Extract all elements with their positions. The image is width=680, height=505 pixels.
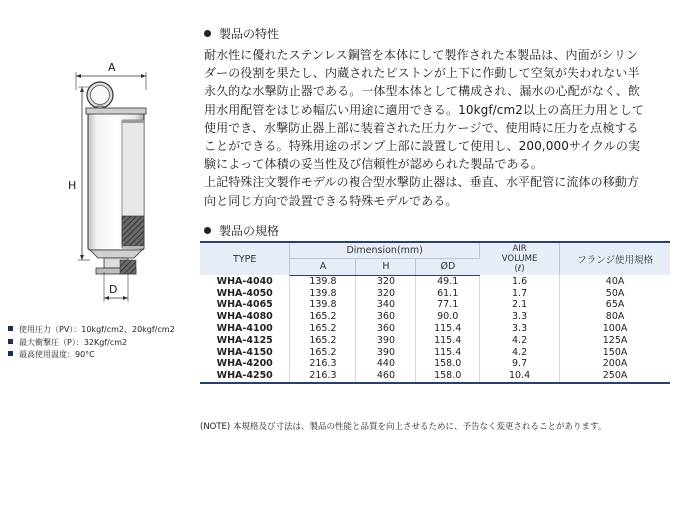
cell-h: 360 (356, 311, 416, 323)
cell-type: WHA-4100 (200, 323, 290, 335)
cell-vol: 3.3 (479, 323, 559, 335)
paragraph-line: 上記特殊注文製作モデルの複合型水撃防止器は、垂直、水平配管に流体の移動方 (204, 175, 640, 190)
cell-d: 49.1 (416, 275, 480, 287)
paragraph-line: 向と同じ方向で設置できる特殊モデルである。 (204, 193, 458, 208)
cell-vol: 4.2 (479, 334, 559, 346)
col-a-header: A (290, 258, 356, 275)
cell-vol: 4.2 (479, 346, 559, 358)
note-text: (NOTE) 本規格及び寸法は、製品の性能と品質を向上させるために、予告なく変更されることがあります。 (200, 422, 607, 432)
cell-h: 440 (356, 358, 416, 370)
cell-h: 340 (356, 299, 416, 311)
cell-h: 460 (356, 370, 416, 383)
table-row (200, 275, 670, 287)
cell-d: 90.0 (416, 311, 480, 323)
specs-heading: 製品の規格 (204, 222, 279, 239)
cell-a: 165.2 (290, 334, 356, 346)
cell-type: WHA-4200 (200, 358, 290, 370)
spec-table (200, 241, 670, 384)
table-row (200, 299, 670, 311)
table-row (200, 346, 670, 358)
paragraph-line: ことができる。特殊用途のポンプ上部に設置して使用し、200,000サイクルの実 (204, 139, 641, 154)
cell-flange: 50A (605, 287, 625, 299)
paragraph-line: 用水用配管をはじめ幅広い用途に適用できる。10kgf/cm2以上の高圧力用として (204, 102, 645, 117)
rating-item: 最大衝撃圧（P）：32Kgf/cm2 (8, 337, 175, 350)
cell-a: 165.2 (290, 323, 356, 335)
rating-item: 使用圧力（PV）：10kgf/cm2、20kgf/cm2 (8, 324, 175, 337)
cell-type: WHA-4065 (200, 299, 290, 311)
cell-a: 165.2 (290, 311, 356, 323)
col-type-header: TYPE (200, 242, 290, 275)
cell-vol: 9.7 (479, 358, 559, 370)
cell-d: 115.4 (416, 346, 480, 358)
bullet-dot-icon (204, 30, 211, 37)
cell-vol: 1.6 (479, 275, 559, 287)
cell-type: WHA-4050 (200, 287, 290, 299)
cell-type: WHA-4150 (200, 346, 290, 358)
cell-a: 216.3 (290, 370, 356, 383)
dimension-h-label: H (68, 179, 77, 192)
col-h-header: H (356, 258, 416, 275)
table-row (200, 323, 670, 335)
paragraph-line: 使用でき、水撃防止器上部に装着された圧力ケージで、使用時に圧力を点検する (204, 120, 639, 135)
cell-d: 158.0 (416, 370, 480, 383)
cell-a: 165.2 (290, 346, 356, 358)
cell-type: WHA-4040 (200, 275, 290, 287)
cell-h: 360 (356, 323, 416, 335)
cell-vol: 3.3 (479, 311, 559, 323)
dimension-a-label: A (108, 61, 116, 74)
cell-a: 139.8 (290, 299, 356, 311)
cell-d: 158.0 (416, 358, 480, 370)
cell-flange: 250A (560, 370, 670, 383)
cell-vol: 1.7 (479, 287, 559, 299)
cell-vol: 10.4 (479, 370, 559, 383)
cell-d: 115.4 (416, 323, 480, 335)
paragraph-line: 験によって体積の妥当性及び信頼性が認められた製品である。 (204, 157, 543, 172)
square-bullet-icon (8, 326, 13, 331)
square-bullet-icon (8, 339, 13, 344)
square-bullet-icon (8, 351, 13, 356)
cell-flange: 125A (602, 334, 628, 346)
table-row (200, 334, 670, 346)
cell-flange: 40A (605, 275, 625, 287)
paragraph-line: ダーの役割を果たし、内蔵されたピストンが上下に作動して空気が失われない半 (204, 66, 640, 81)
cell-flange: 100A (602, 323, 628, 335)
bullet-dot-icon (204, 227, 211, 234)
cell-flange: 80A (605, 311, 625, 323)
cell-flange: 200A (602, 358, 628, 370)
col-d-header: ØD (416, 258, 480, 275)
cell-a: 139.8 (290, 287, 356, 299)
col-flange-header: フランジ使用規格 (560, 242, 670, 275)
table-row (200, 311, 670, 323)
table-row (200, 287, 670, 299)
cell-type: WHA-4080 (200, 311, 290, 323)
cell-flange: 150A (602, 346, 628, 358)
cell-type: WHA-4125 (200, 334, 290, 346)
col-air-volume-header: AIR VOLUME (ℓ) (479, 242, 559, 275)
cell-vol: 2.1 (479, 299, 559, 311)
cell-a: 139.8 (290, 275, 356, 287)
col-dimension-header: Dimension(mm) (290, 242, 480, 258)
paragraph-line: 耐水性に優れたステンレス鋼管を本体にして製作された本製品は、内面がシリン (204, 48, 639, 62)
product-drawing (60, 60, 200, 310)
cell-d: 61.1 (416, 287, 480, 299)
cell-h: 390 (356, 334, 416, 346)
ratings-list (8, 324, 175, 362)
features-paragraph (204, 46, 674, 210)
cell-a: 216.3 (290, 358, 356, 370)
cell-type: WHA-4250 (200, 370, 290, 383)
cell-h: 390 (356, 346, 416, 358)
features-heading: 製品の特性 (204, 25, 279, 42)
table-row (200, 358, 670, 370)
paragraph-line: 永久的な水撃防止器である。一体型本体として構成され、漏水の心配がなく、飲 (204, 84, 641, 99)
cell-flange: 65A (605, 299, 625, 311)
dimension-d-label: D (109, 283, 118, 296)
cell-d: 77.1 (416, 299, 480, 311)
cell-h: 320 (356, 275, 416, 287)
cell-d: 115.4 (416, 334, 480, 346)
rating-item: 最高使用温度：90°C (8, 349, 175, 362)
cell-h: 320 (356, 287, 416, 299)
table-row (200, 370, 670, 383)
